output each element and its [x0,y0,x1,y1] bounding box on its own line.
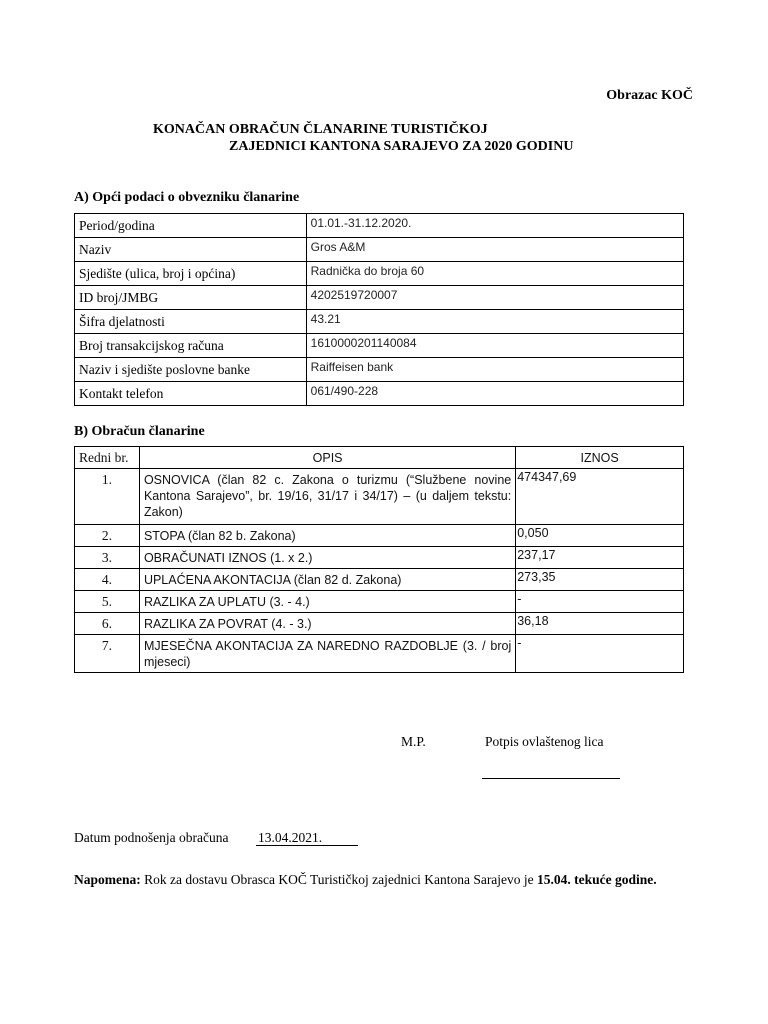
calc-row-number: 2. [75,525,140,547]
calc-row [75,525,684,547]
calc-row-number: 6. [75,613,140,635]
calc-row-amount: - [516,591,684,613]
calc-row-description: OSNOVICA (član 82 c. Zakona o turizmu (“Službene novine Kantona Sarajevo”, br. 19/16, 31/17 i 34/17) – (u daljem tekstu: Zakon) [139,469,515,525]
calc-row-amount: 237,17 [516,547,684,569]
info-label: Kontakt telefon [75,382,307,406]
calc-row-number: 7. [75,635,140,673]
note-deadline: 15.04. tekuće godine. [537,872,657,887]
info-value: 1610000201140084 [306,334,683,358]
info-value: 4202519720007 [306,286,683,310]
info-row [75,262,684,286]
calc-row-description: UPLAĆENA AKONTACIJA (član 82 d. Zakona) [139,569,515,591]
info-label: ID broj/JMBG [75,286,307,310]
section-b-heading: B) Obračun članarine [74,424,205,439]
form-code: Obrazac KOČ [606,88,693,103]
info-label: Naziv i sjedište poslovne banke [75,358,307,382]
calc-row [75,591,684,613]
calc-row [75,613,684,635]
col-header-iznos: IZNOS [516,447,684,469]
calc-row-number: 1. [75,469,140,525]
info-value: 061/490-228 [306,382,683,406]
calc-row-description: OBRAČUNATI IZNOS (1. x 2.) [139,547,515,569]
calc-row-amount: 36,18 [516,613,684,635]
calc-row-description: RAZLIKA ZA POVRAT (4. - 3.) [139,613,515,635]
date-label: Datum podnošenja obračuna [74,830,229,845]
info-row [75,382,684,406]
note-label: Napomena: [74,872,141,887]
calculation-table [74,446,684,673]
info-value: Raiffeisen bank [306,358,683,382]
signature-label: Potpis ovlaštenog lica [485,734,604,749]
calc-row-number: 3. [75,547,140,569]
info-row [75,310,684,334]
info-row [75,358,684,382]
info-label: Naziv [75,238,307,262]
general-info-table [74,213,684,406]
info-label: Sjedište (ulica, broj i općina) [75,262,307,286]
signature-line [482,778,620,779]
info-value: Radnička do broja 60 [306,262,683,286]
calc-row-amount: 0,050 [516,525,684,547]
calc-row [75,469,684,525]
col-header-opis: OPIS [139,447,515,469]
info-row [75,334,684,358]
note-text: Rok za dostavu Obrasca KOČ Turističkoj zajednici Kantona Sarajevo je [144,872,534,887]
info-label: Broj transakcijskog računa [75,334,307,358]
calc-row-description: RAZLIKA ZA UPLATU (3. - 4.) [139,591,515,613]
info-value: Gros A&M [306,238,683,262]
calc-row [75,635,684,673]
date-value: 13.04.2021. [256,830,358,846]
note [74,871,694,889]
info-row [75,214,684,238]
info-row [75,286,684,310]
section-a-heading: A) Opći podaci o obvezniku članarine [74,190,300,205]
calc-row-description: STOPA (član 82 b. Zakona) [139,525,515,547]
col-header-redni: Redni br. [75,447,140,469]
calc-row-number: 5. [75,591,140,613]
mp-label: M.P. [401,734,426,749]
calc-row [75,547,684,569]
calc-row-number: 4. [75,569,140,591]
calc-row-amount: 273,35 [516,569,684,591]
info-row [75,238,684,262]
calc-row-amount: 474347,69 [516,469,684,525]
title-line-1: KONAČAN OBRAČUN ČLANARINE TURISTIČKOJ [153,122,488,137]
info-value: 01.01.-31.12.2020. [306,214,683,238]
info-label: Period/godina [75,214,307,238]
calc-row [75,569,684,591]
calc-row-amount: - [516,635,684,673]
title-line-2: ZAJEDNICI KANTONA SARAJEVO ZA 2020 GODINU [229,139,574,154]
info-value: 43.21 [306,310,683,334]
info-label: Šifra djelatnosti [75,310,307,334]
calc-row-description: MJESEČNA AKONTACIJA ZA NAREDNO RAZDOBLJE (3. / broj mjeseci) [139,635,515,673]
